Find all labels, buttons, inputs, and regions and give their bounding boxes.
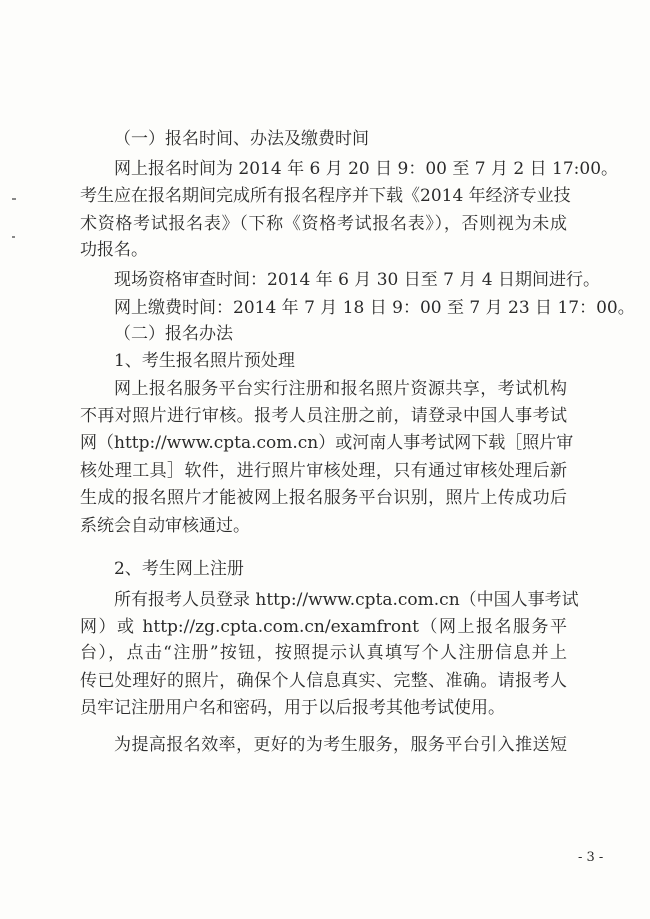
paragraph-line: 所有报考人员登录 http://www.cpta.com.cn（中国人事考试 (114, 590, 579, 610)
paragraph-line: 网上报名时间为 2014 年 6 月 20 日 9：00 至 7 月 2 日 17:00。 (114, 159, 619, 179)
paragraph-line: 不再对照片进行审核。报考人员注册之前，请登录中国人事考试 (80, 406, 567, 426)
paragraph-line: 生成的报名照片才能被网上报名服务平台识别，照片上传成功后 (80, 488, 567, 508)
paragraph-line: 网上缴费时间：2014 年 7 月 18 日 9：00 至 7 月 23 日 17：00。 (114, 298, 635, 318)
subsection-heading: 2、考生网上注册 (114, 559, 244, 579)
paragraph-line: 台），点击“注册”按钮，按照提示认真填写个人注册信息并上 (80, 643, 567, 663)
scan-mark (12, 236, 15, 238)
paragraph-line: 员牢记注册用户名和密码，用于以后报考其他考试使用。 (80, 698, 505, 718)
scan-mark (12, 198, 16, 200)
paragraph-line: 现场资格审查时间：2014 年 6 月 30 日至 7 月 4 日期间进行。 (114, 270, 600, 290)
paragraph-line: 网上报名服务平台实行注册和报名照片资源共享，考试机构 (114, 379, 567, 399)
section-heading: （二）报名办法 (114, 324, 233, 344)
page-number: - 3 - (578, 850, 604, 865)
paragraph-line: 网（http://www.cpta.com.cn）或河南人事考试网下载［照片审 (80, 433, 574, 453)
section-heading: （一）报名时间、办法及缴费时间 (114, 129, 369, 149)
paragraph-line: 网）或 http://zg.cpta.com.cn/examfront（网上报名服务平 (80, 617, 567, 637)
paragraph-line: 为提高报名效率，更好的为考生服务，服务平台引入推送短 (114, 735, 567, 755)
paragraph-line: 核处理工具］软件，进行照片审核处理，只有通过审核处理后新 (80, 461, 567, 481)
paragraph-line: 功报名。 (80, 240, 148, 260)
paragraph-line: 系统会自动审核通过。 (80, 516, 250, 536)
subsection-heading: 1、考生报名照片预处理 (114, 351, 295, 371)
paragraph-line: 术资格考试报名表》（下称《资格考试报名表》），否则视为未成 (80, 214, 567, 234)
paragraph-line: 传已处理好的照片，确保个人信息真实、完整、准确。请报考人 (80, 671, 567, 691)
paragraph-line: 考生应在报名期间完成所有报名程序并下载《2014 年经济专业技 (80, 186, 571, 206)
